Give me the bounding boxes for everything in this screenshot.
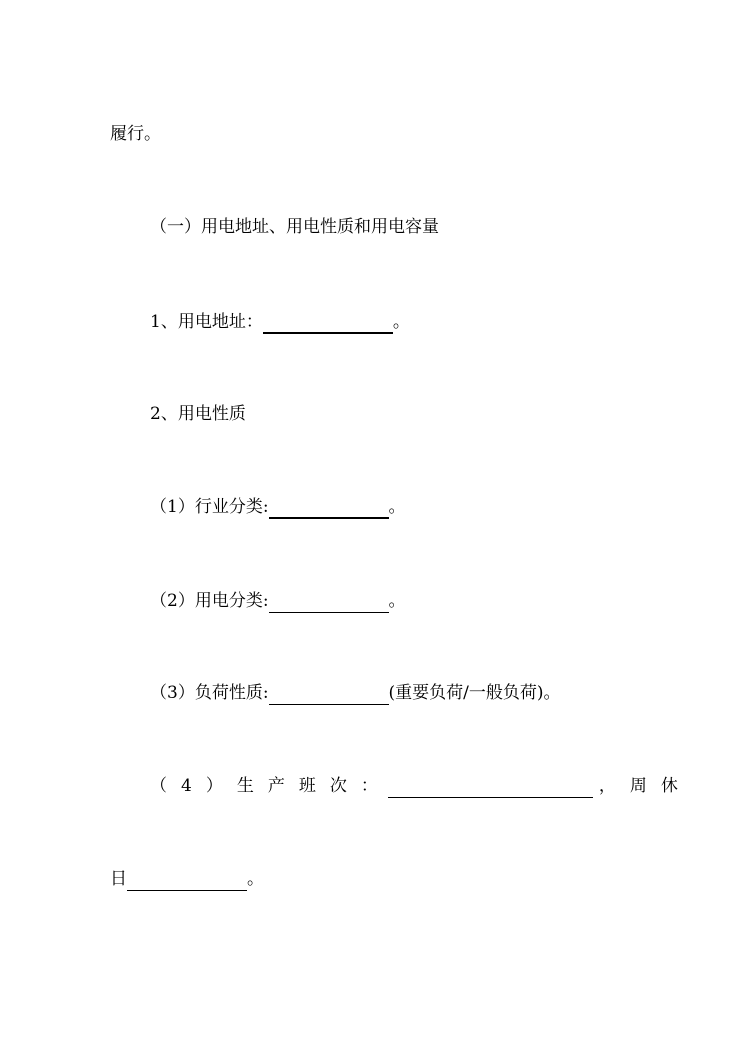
address-blank [263, 312, 393, 334]
industry-blank [269, 497, 389, 519]
sub-load-nature: （3）负荷性质: (重要负荷/一般负荷)。 [150, 683, 561, 703]
item-usage-nature: 2、用电性质 [150, 404, 246, 424]
load-nature-blank [269, 684, 389, 705]
sub-production-shift: （4）生产班次： ，周休 [150, 776, 692, 796]
sub-production-shift-continued: 日 。 [110, 869, 264, 889]
rest-day-blank [127, 870, 247, 891]
text-line-continuation: 履行。 [110, 124, 161, 144]
section-heading: （一）用电地址、用电性质和用电容量 [150, 217, 439, 237]
item-address: 1、用电地址： 。 [150, 312, 410, 332]
usage-class-blank [269, 592, 389, 613]
sub-usage-class: （2）用电分类: 。 [150, 591, 406, 611]
shift-blank [388, 777, 593, 798]
sub-industry-class: （1）行业分类: 。 [150, 497, 406, 517]
